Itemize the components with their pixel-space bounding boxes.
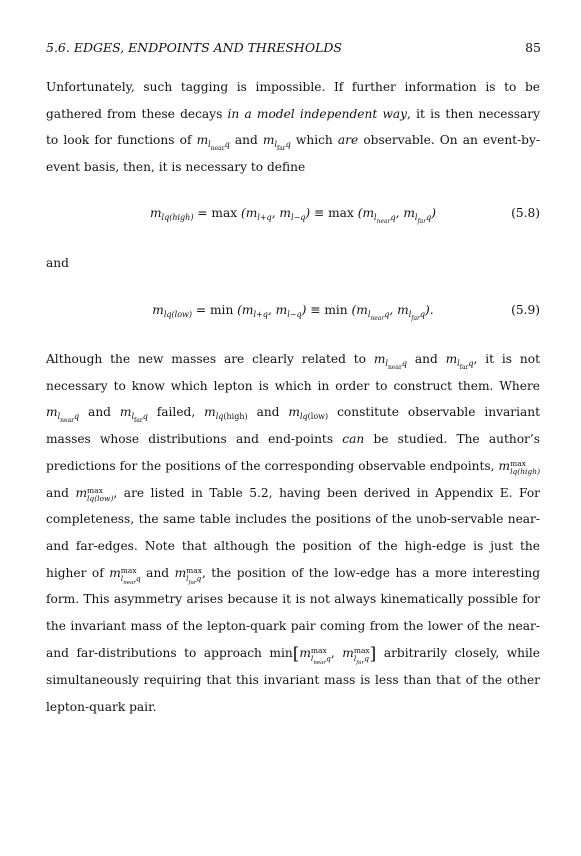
text-run: observable. On an event-by-event basis, then, it is necessary to define: [46, 133, 540, 175]
emphasis: are: [337, 133, 359, 148]
paragraph-discussion: Although the new masses are clearly related to $m_{l_{near}q}$ and $m_{l_{far}q}$, it is not necessary to know which lepton is which in order to construct them. Where $m_{l_{near}q}$ and $m_{l_{far}q}$ failed, $m_{lq(high)}$ and $m_{lq(low)}$ constitute observable invariant masses whose distributions and end-points can be studied. The author’s predictions for the positions of the corresponding observable endpoints, m max lq(high) and m max lq(low) , are listed in Table 5.2, having been derived in Appendix E. For completeness, the same table includes the positions of the unob-servable near- and far-edges. Note that although the position of the high-edge is just the higher of m max $l_{near}q$ and m max $l_{far}q$ , the position of the low-edge has a more interesting form. This asymmetry arises because it is not always kinematically possible for the invariant mass of the lepton-quark pair coming from the lower of the near- and far-distributions to approach min[m max $l_{near}q$ , m max $l_{far}q$ ] arbitrarily closely, while simultaneously requiring that this invariant mass is less than that of the other lepton-quark pair.: [46, 352, 541, 715]
text-run: which: [290, 133, 338, 148]
equation-number: (5.8): [511, 206, 540, 220]
min-operator: min: [324, 303, 348, 317]
equation-body: $m_{lq(high)} = \max (m_{l+q}$, $m_{l-q}) \equiv \max (m_{l_{near}q}$, $m_{l_{far}q}$): [149, 206, 437, 225]
text-run: and: [247, 405, 289, 420]
text-run: and: [229, 133, 263, 148]
equation-number: (5.9): [511, 303, 540, 317]
text-run: , it is then necessary to look for functions of: [46, 106, 540, 148]
text-run: and: [46, 485, 76, 500]
text-run: failed,: [147, 405, 205, 420]
max-operator: max: [328, 206, 354, 220]
section-title: 5.6. EDGES, ENDPOINTS AND THRESHOLDS: [46, 40, 342, 55]
text-run: Unfortunately, such tagging is impossible. If further information is to be gathered from these decays: [46, 80, 540, 121]
equation-5-9: [46, 303, 540, 323]
text-run: Although the new masses are clearly related to: [46, 352, 374, 366]
max-operator: max: [211, 206, 238, 220]
text-run: and: [79, 405, 120, 420]
text-run: and: [140, 565, 175, 580]
text-run: , are listed in Table 5.2, having been derived in Appendix E. For completeness, the same table includes the positions of the unob-servable near- and far-edges. Note that although the position of the high-edge is just the higher of: [46, 485, 541, 580]
equation-body: $m_{lq(low)} = \min (m_{l+q}$, $m_{l-q}) \equiv \min (m_{l_{near}q}$, $m_{l_{far}q}$).: [152, 303, 434, 322]
connector-text: and: [46, 256, 69, 270]
text-run: , the position of the low-edge has a more interesting form. This asymmetry arises because it is not always kinematically possible for the invariant mass of the lepton-quark pair coming from the lower of the near- and far-distributions to approach min: [46, 565, 540, 660]
text-run: constitute observable invariant masses whose distributions and end-points: [46, 405, 540, 447]
text-run: and: [406, 352, 446, 366]
text-run: be studied. The author’s predictions for the positions of the corresponding observable endpoints,: [46, 432, 540, 473]
emphasis: can: [342, 432, 365, 447]
page-number: 85: [525, 40, 541, 55]
equation-5-8: [46, 206, 540, 226]
equiv-symbol: ≡: [310, 303, 321, 317]
equiv-symbol: ≡: [314, 206, 325, 220]
running-header: [46, 40, 541, 55]
min-operator: min: [209, 303, 234, 317]
paragraph-intro: Unfortunately, such tagging is impossible. If further information is to be gathered from these decays in a model independent way, it is then necessary to look for functions of $m_{l_{near}q}$ and $m_{l_{far}q}$ which are observable. On an event-by-event basis, then, it is necessary to define: [46, 80, 540, 175]
text-run: arbitrarily closely, while simultaneously requiring that this invariant mass is less than that of the other lepton-quark pair.: [46, 645, 541, 715]
text-run: , it is not necessary to know which lepton is which in order to construct them. Where: [46, 352, 541, 393]
emphasis: in a model independent way: [227, 106, 408, 121]
